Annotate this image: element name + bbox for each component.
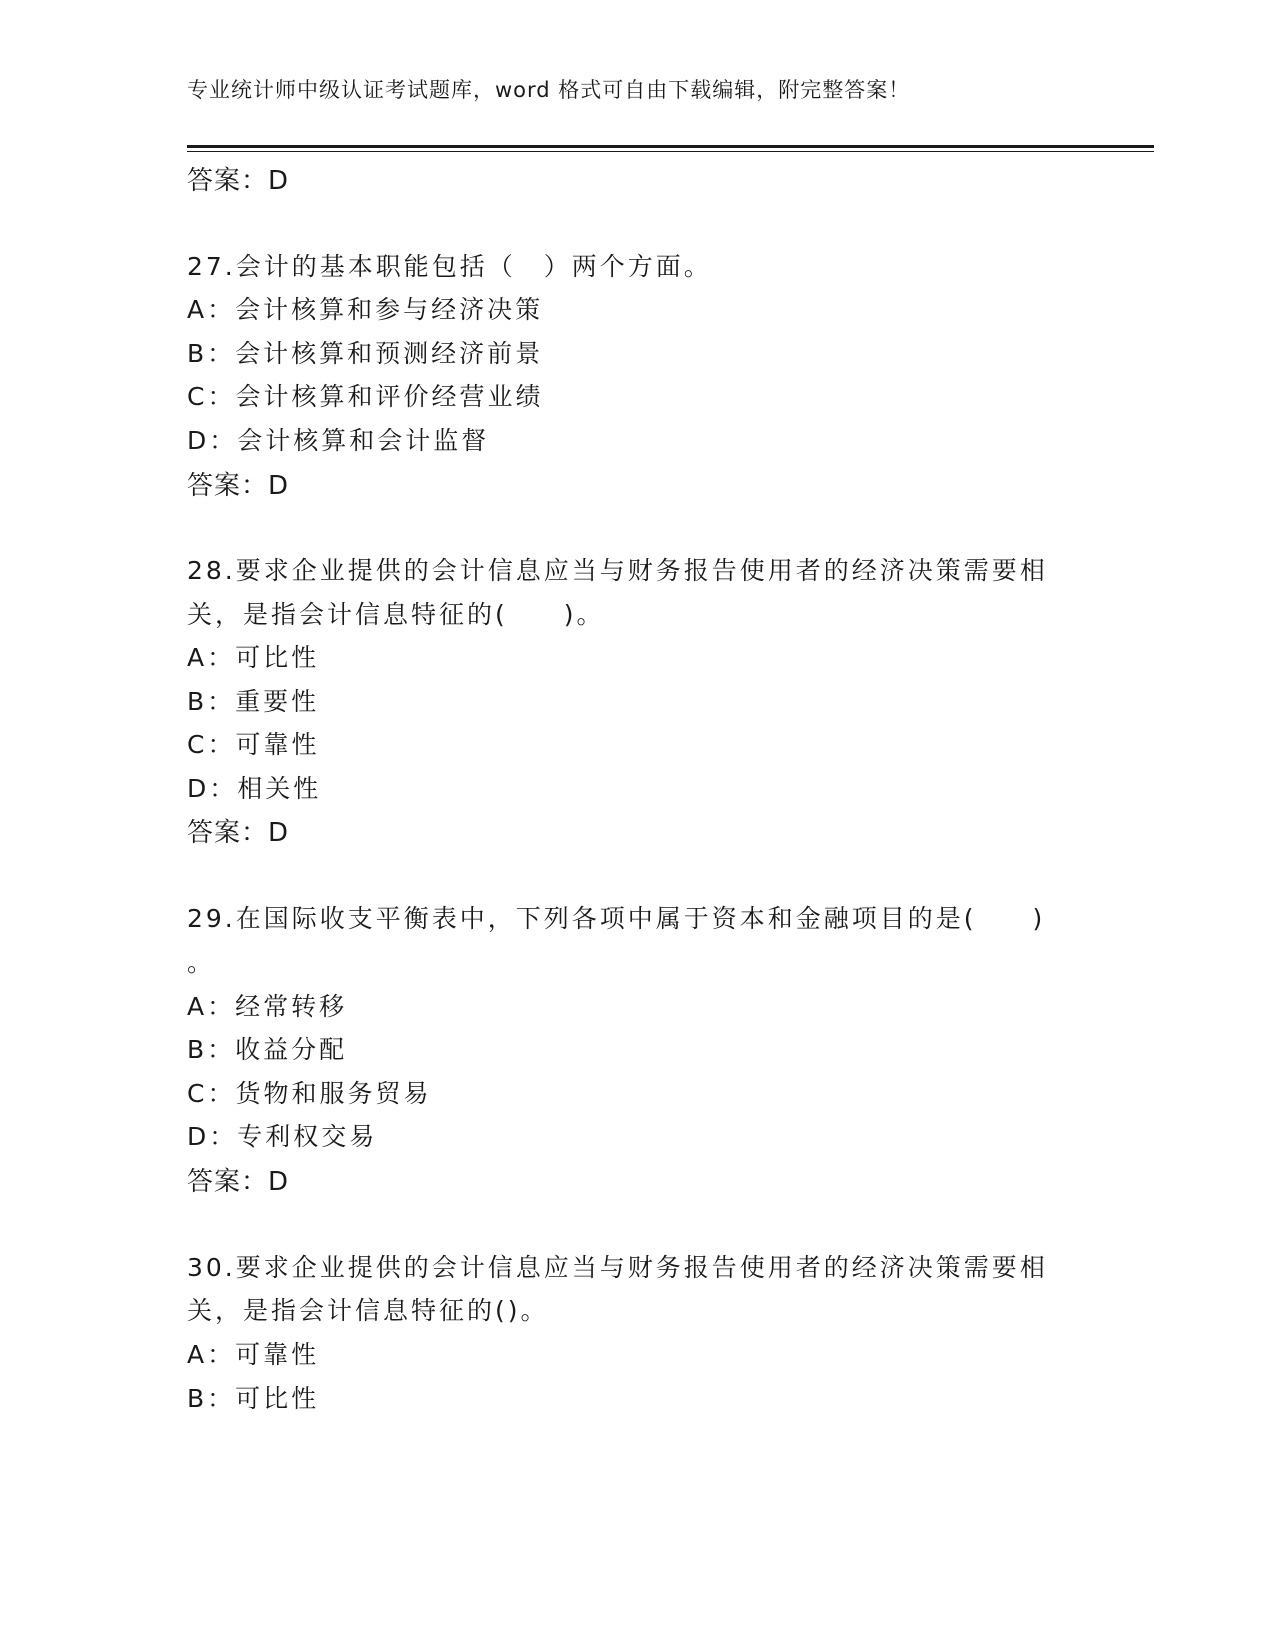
header-rule-thick bbox=[187, 145, 1154, 148]
question-29-option-d: D：专利权交易 bbox=[187, 1122, 378, 1151]
question-28-option-c: C：可靠性 bbox=[187, 730, 320, 759]
question-29-answer: 答案：D bbox=[187, 1167, 290, 1197]
question-29-stem-line-2: 。 bbox=[187, 948, 216, 977]
question-28-option-d: D：相关性 bbox=[187, 774, 322, 803]
question-28-stem-line-2: 关，是指会计信息特征的( )。 bbox=[187, 600, 605, 629]
question-27-stem: 27.会计的基本职能包括（ ）两个方面。 bbox=[187, 252, 712, 281]
question-30-option-a: A：可靠性 bbox=[187, 1340, 320, 1369]
question-27-option-c: C：会计核算和评价经营业绩 bbox=[187, 382, 544, 411]
question-30-option-b: B：可比性 bbox=[187, 1384, 320, 1413]
question-29-option-a: A：经常转移 bbox=[187, 992, 348, 1021]
question-29-option-b: B：收益分配 bbox=[187, 1035, 348, 1064]
question-29-stem-line-1: 29.在国际收支平衡表中，下列各项中属于资本和金融项目的是( ) bbox=[187, 904, 1046, 933]
question-28-answer: 答案：D bbox=[187, 818, 290, 848]
question-30-stem-line-2: 关，是指会计信息特征的()。 bbox=[187, 1296, 549, 1325]
question-27-option-d: D：会计核算和会计监督 bbox=[187, 426, 490, 455]
question-30-stem-line-1: 30.要求企业提供的会计信息应当与财务报告使用者的经济决策需要相 bbox=[187, 1253, 1048, 1282]
question-27-option-a: A：会计核算和参与经济决策 bbox=[187, 295, 544, 324]
question-28-option-a: A：可比性 bbox=[187, 643, 320, 672]
header-rule-thin bbox=[187, 151, 1154, 152]
previous-answer: 答案：D bbox=[187, 166, 290, 196]
question-28-option-b: B：重要性 bbox=[187, 687, 320, 716]
page-header: 专业统计师中级认证考试题库，word 格式可自由下载编辑，附完整答案！ bbox=[187, 78, 911, 102]
question-27-answer: 答案：D bbox=[187, 471, 290, 501]
question-28-stem-line-1: 28.要求企业提供的会计信息应当与财务报告使用者的经济决策需要相 bbox=[187, 556, 1048, 585]
question-27-option-b: B：会计核算和预测经济前景 bbox=[187, 339, 544, 368]
question-29-option-c: C：货物和服务贸易 bbox=[187, 1079, 432, 1108]
